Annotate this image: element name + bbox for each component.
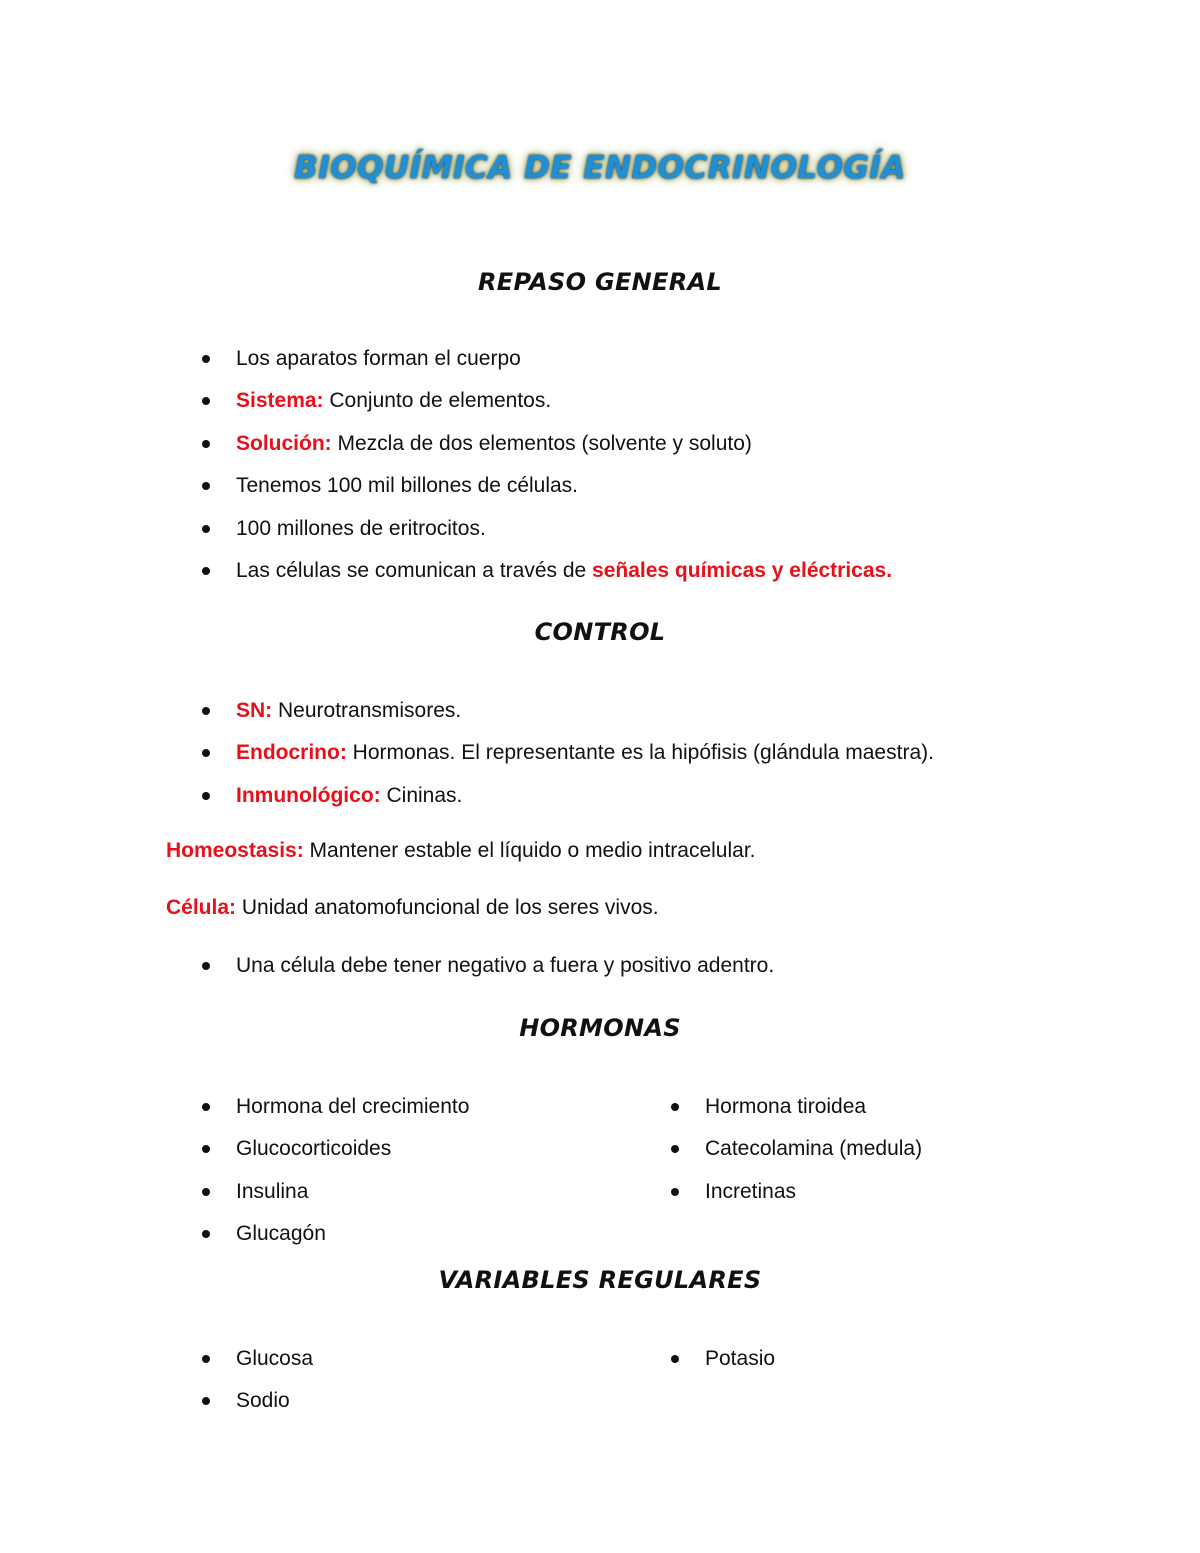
- term-label: SN:: [236, 699, 273, 722]
- list-item: Hormona tiroidea: [669, 1092, 922, 1134]
- homeostasis-paragraph: Homeostasis: Mantener estable el líquido o medio intracelular.: [166, 839, 756, 862]
- list-item: Potasio: [669, 1344, 775, 1386]
- hormonas-list-left: [200, 1092, 469, 1262]
- list-item: Hormona del crecimiento: [200, 1092, 469, 1134]
- list-item: Inmunológico: Cininas.: [200, 781, 934, 823]
- celula-list: [200, 951, 774, 993]
- list-item: Una célula debe tener negativo a fuera y positivo adentro.: [200, 951, 774, 993]
- term-label: Célula:: [166, 896, 237, 919]
- document-title: BIOQUÍMICA DE ENDOCRINOLOGÍA: [294, 150, 906, 186]
- list-item: Tenemos 100 mil billones de células.: [200, 471, 892, 513]
- highlight-text: señales químicas y eléctricas.: [592, 558, 893, 582]
- list-item: 100 millones de eritrocitos.: [200, 514, 892, 556]
- variables-list-right: [669, 1344, 775, 1386]
- control-list: [200, 696, 934, 823]
- variables-list-left: [200, 1344, 313, 1429]
- list-item: Incretinas: [669, 1177, 922, 1219]
- list-item: Sodio: [200, 1386, 313, 1428]
- list-item: Glucagón: [200, 1219, 469, 1261]
- term-label: Inmunológico:: [236, 783, 381, 807]
- term-label: Endocrino:: [236, 741, 347, 765]
- list-item: Insulina: [200, 1177, 469, 1219]
- list-item: Glucocorticoides: [200, 1134, 469, 1176]
- list-item: Sistema: Conjunto de elementos.: [200, 386, 892, 428]
- heading-variables-regulares: VARIABLES REGULARES: [438, 1266, 762, 1294]
- heading-repaso-general: REPASO GENERAL: [477, 268, 722, 296]
- celula-paragraph: Célula: Unidad anatomofuncional de los seres vivos.: [166, 896, 659, 919]
- term-label: Homeostasis:: [166, 839, 304, 862]
- list-item: Los aparatos forman el cuerpo: [200, 344, 892, 386]
- list-item: Las células se comunican a través de señales químicas y eléctricas.: [200, 556, 892, 598]
- repaso-list: [200, 344, 892, 598]
- list-item: Endocrino: Hormonas. El representante es la hipófisis (glándula maestra).: [200, 738, 934, 780]
- term-label: Solución:: [236, 431, 332, 455]
- term-label: Sistema:: [236, 389, 324, 413]
- heading-hormonas: HORMONAS: [519, 1014, 681, 1042]
- list-item: Catecolamina (medula): [669, 1134, 922, 1176]
- heading-control: CONTROL: [534, 618, 666, 646]
- list-item: Glucosa: [200, 1344, 313, 1386]
- list-item: SN: Neurotransmisores.: [200, 696, 934, 738]
- hormonas-list-right: [669, 1092, 922, 1219]
- list-item: Solución: Mezcla de dos elementos (solvente y soluto): [200, 429, 892, 471]
